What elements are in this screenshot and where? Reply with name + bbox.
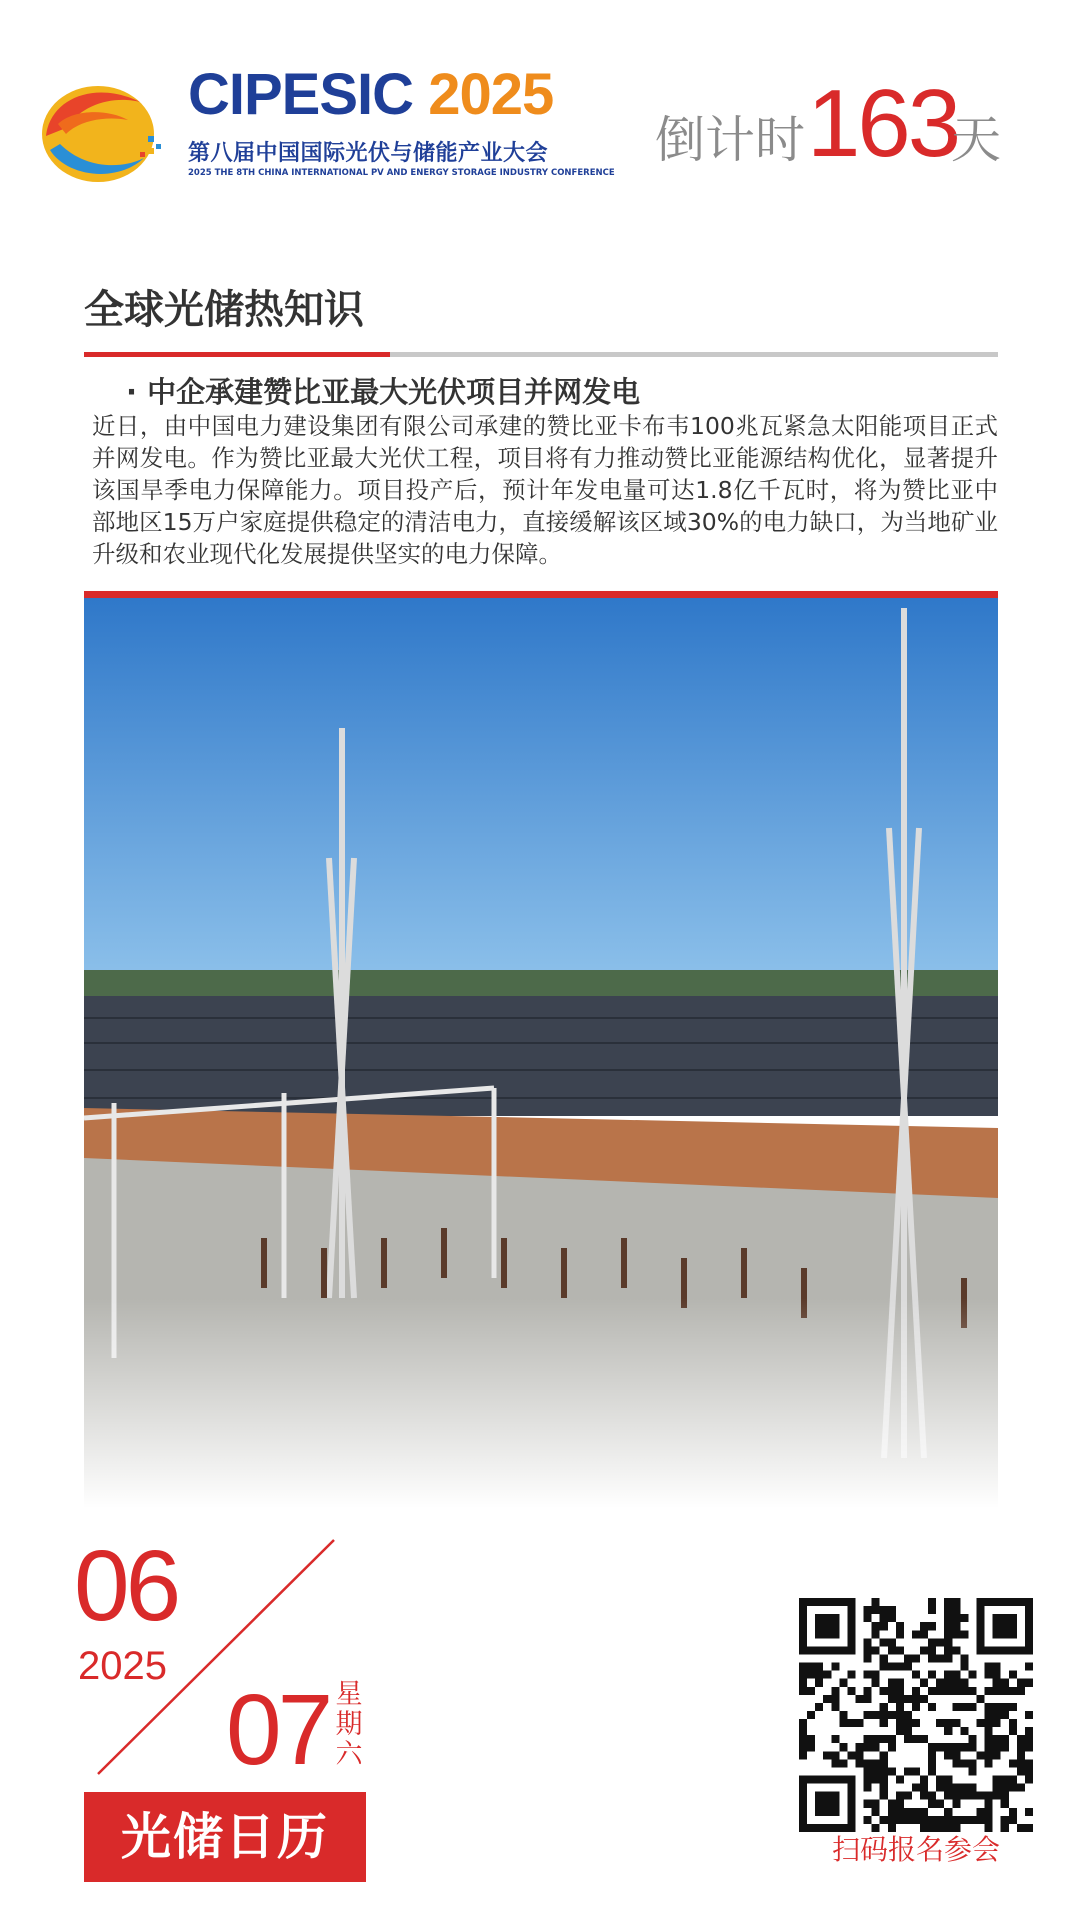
brand-title xyxy=(188,62,554,127)
countdown-days: 163 xyxy=(807,70,959,177)
calendar-weekday xyxy=(334,1680,364,1770)
weekday-char: 六 xyxy=(335,1739,363,1770)
article-title: · 中企承建赞比亚最大光伏项目并网发电 xyxy=(126,375,641,409)
countdown-suffix: 天 xyxy=(951,111,1001,169)
calendar-day: 07 xyxy=(226,1674,330,1786)
calendar-year: 2025 xyxy=(78,1644,167,1688)
registration-qr-code[interactable] xyxy=(799,1598,1033,1832)
calendar-badge: 光储日历 xyxy=(84,1792,366,1882)
weekday-char: 星 xyxy=(335,1679,363,1710)
article-divider xyxy=(84,591,998,598)
calendar-month: 06 xyxy=(74,1530,178,1642)
solar-substation-photo xyxy=(84,598,998,1508)
article-body: 近日，由中国电力建设集团有限公司承建的赞比亚卡布韦100兆瓦紧急太阳能项目正式并网发电。作为赞比亚最大光伏工程，项目将有力推动赞比亚能源结构优化，显著提升该国旱季电力保障能力。项目投产后，预计年发电量可达1.8亿千瓦时，将为赞比亚中部地区15万户家庭提供稳定的清洁电力，直接缓解该区域30%的电力缺口，为当地矿业升级和农业现代化发展提供坚实的电力保障。 xyxy=(92,412,998,568)
countdown-prefix: 倒计时 xyxy=(655,111,805,169)
section-divider-accent xyxy=(84,352,390,357)
qr-caption: 扫码报名参会 xyxy=(831,1833,1000,1866)
brand-subtitle-cn: 第八届中国国际光伏与储能产业大会 xyxy=(188,141,549,166)
conference-logo-icon xyxy=(36,58,168,190)
weekday-char: 期 xyxy=(335,1709,363,1740)
countdown xyxy=(655,70,1015,177)
brand-name: CIPESIC xyxy=(188,62,414,127)
section-title: 全球光储热知识 xyxy=(84,287,364,333)
brand-subtitle-en: 2025 THE 8TH CHINA INTERNATIONAL PV AND ENERGY STORAGE INDUSTRY CONFERENCE xyxy=(188,168,615,178)
brand-year: 2025 xyxy=(428,62,554,127)
